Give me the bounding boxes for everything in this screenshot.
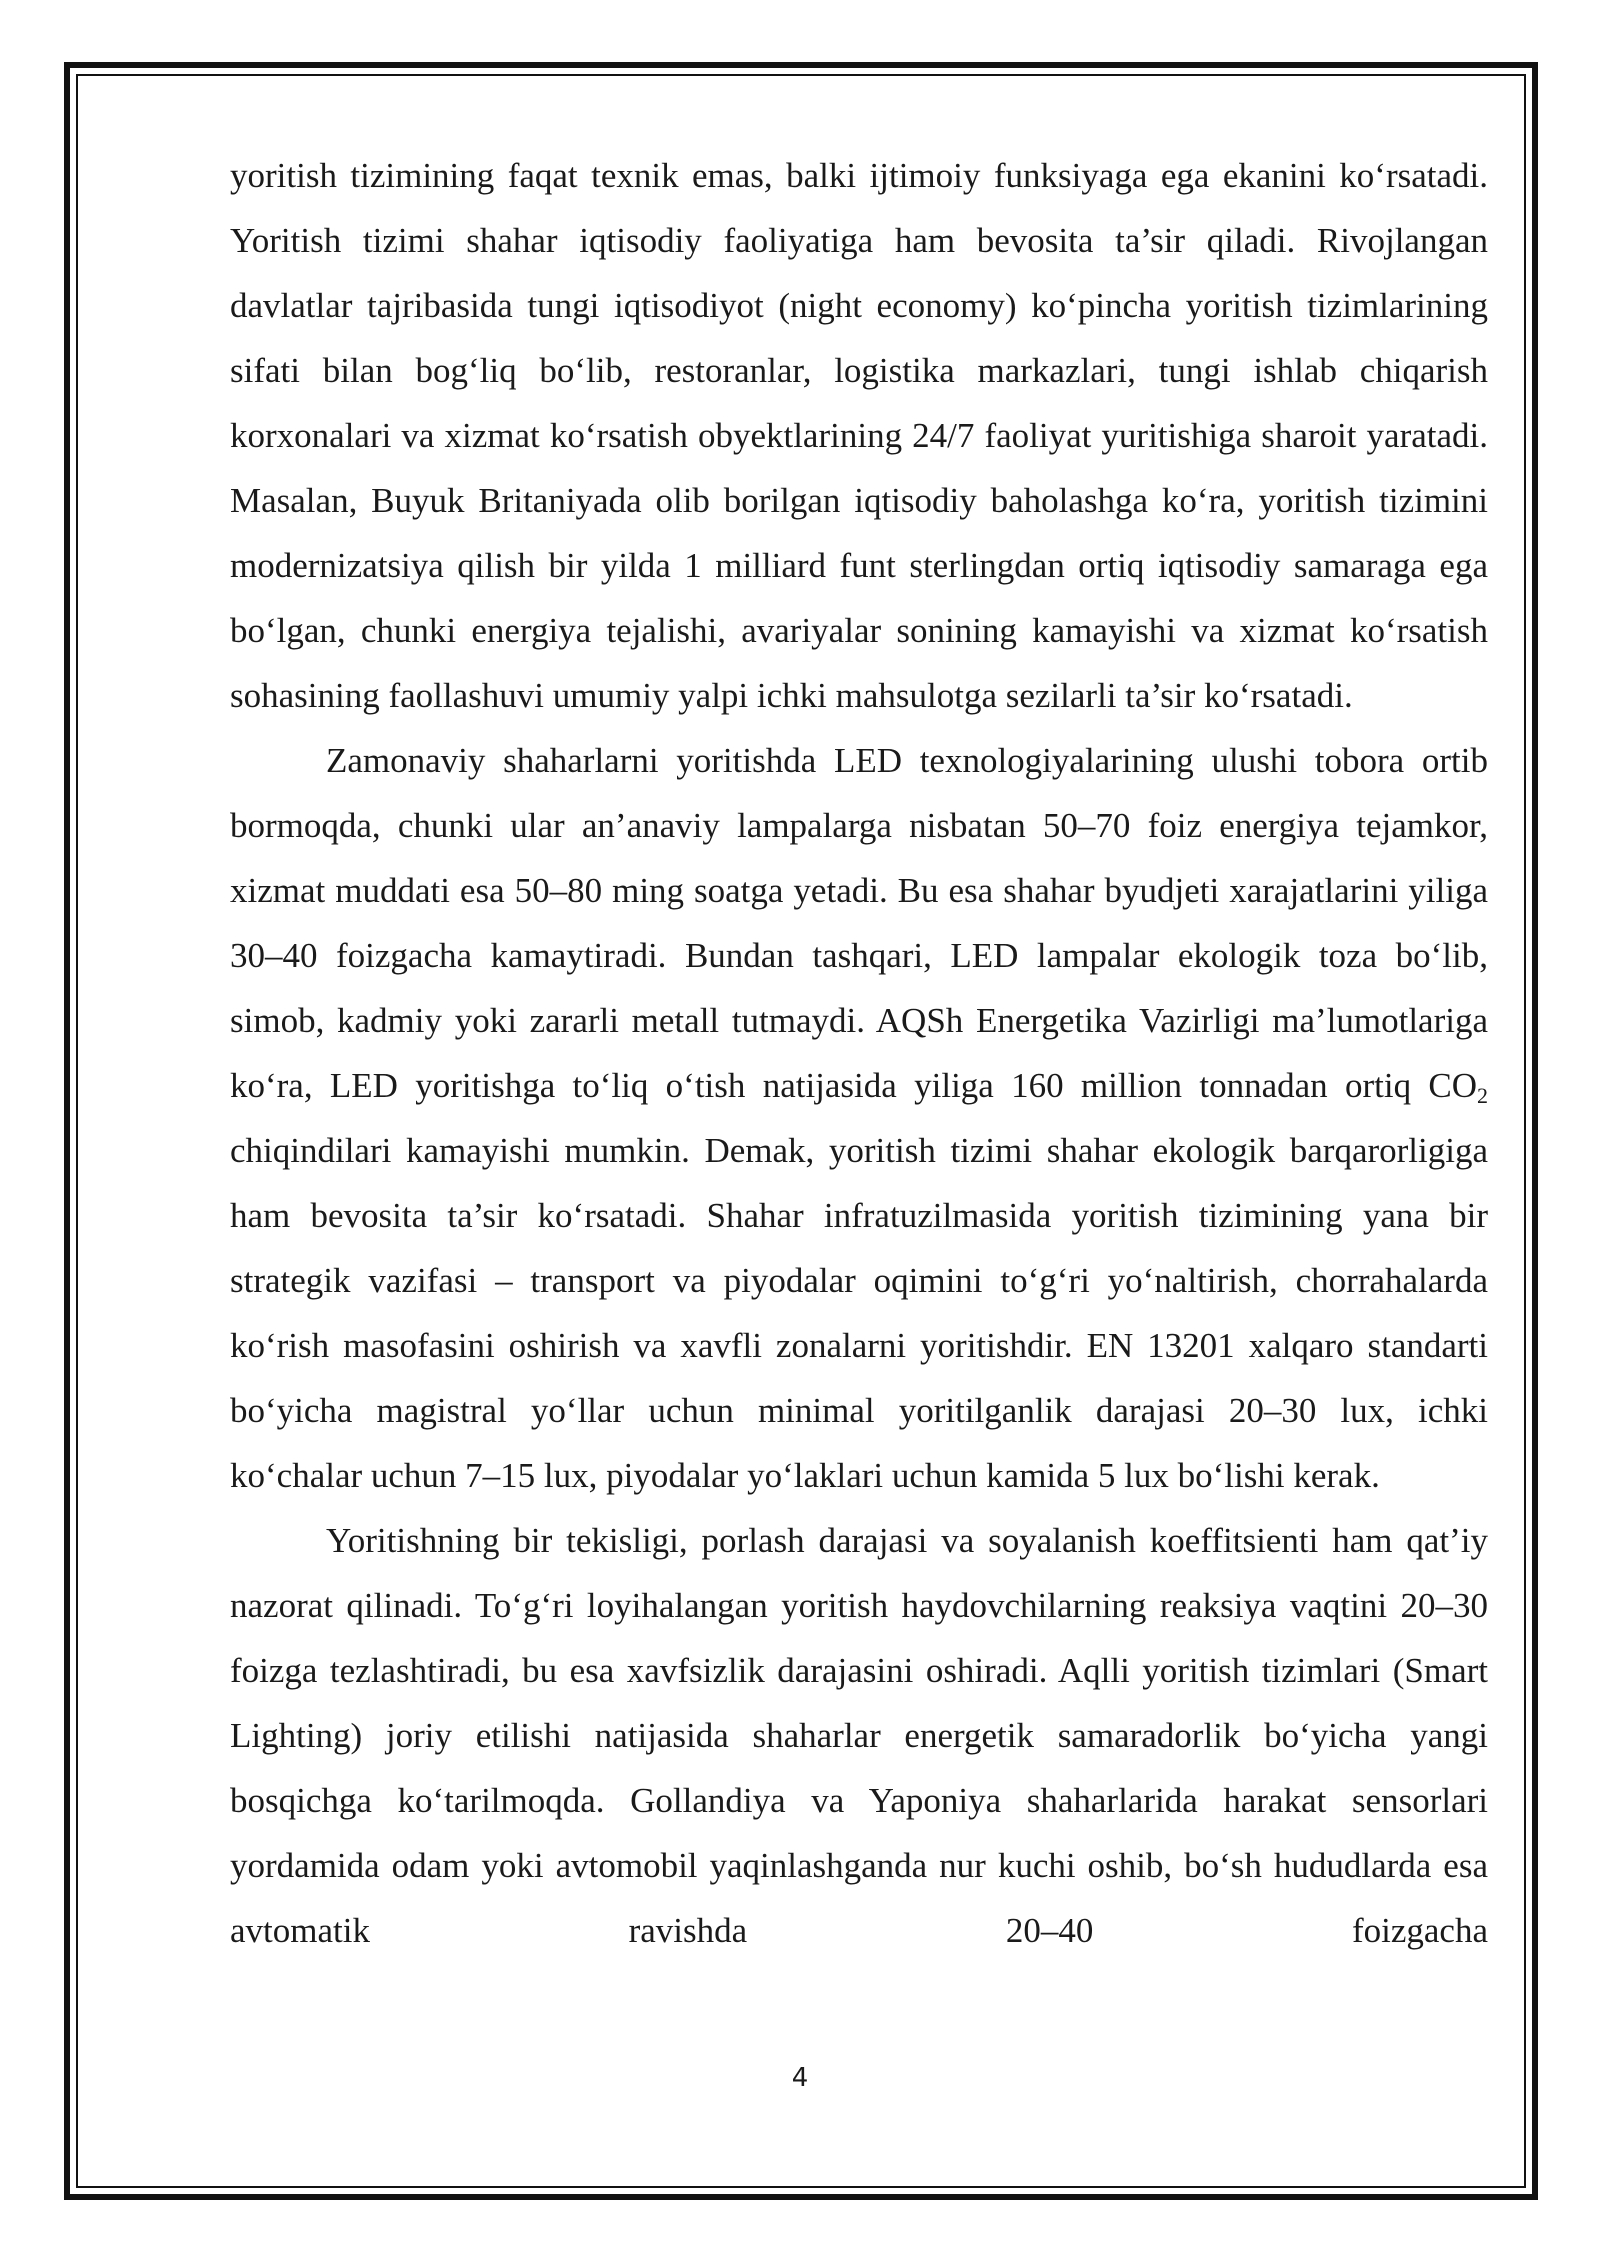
document-body — [230, 143, 1488, 1963]
page-number: 4 — [791, 2063, 809, 2093]
paragraph-1: yoritish tizimining faqat texnik emas, balki ijtimoiy funksiyaga ega ekanini ko‘rsatadi. Yoritish tizimi shahar iqtisodiy faoliyatiga ham bevosita ta’sir qiladi. Rivojlangan davlatlar tajribasida tungi iqtisodiyot (night economy) ko‘pincha yoritish tizimlarining sifati bilan bog‘liq bo‘lib, restoranlar, logistika markazlari, tungi ishlab chiqarish korxonalari va xizmat ko‘rsatish obyektlarining 24/7 faoliyat yuritishiga sharoit yaratadi. Masalan, Buyuk Britaniyada olib borilgan iqtisodiy baholashga ko‘ra, yoritish tizimini modernizatsiya qilish bir yilda 1 milliard funt sterlingdan ortiq iqtisodiy samaraga ega bo‘lgan, chunki energiya tejalishi, avariyalar sonining kamayishi va xizmat ko‘rsatish sohasining faollashuvi umumiy yalpi ichki mahsulotga sezilarli ta’sir ko‘rsatadi. — [230, 156, 1488, 715]
paragraph-2 — [230, 728, 1488, 1508]
co2-subscript: 2 — [1477, 1083, 1488, 1108]
paragraph-2-text-after-subscript: chiqindilari kamayishi mumkin. Demak, yoritish tizimi shahar ekologik barqarorligiga ham bevosita ta’sir ko‘rsatadi. Shahar infratuzilmasida yoritish tizimining yana bir strategik vazifasi – transport va piyodalar oqimini to‘g‘ri yo‘naltirish, chorrahalarda ko‘rish masofasini oshirish va xavfli zonalarni yoritishdir. EN 13201 xalqaro standarti bo‘yicha magistral yo‘llar uchun minimal yoritilganlik darajasi 20–30 lux, ichki ko‘chalar uchun 7–15 lux, piyodalar yo‘laklari uchun kamida 5 lux bo‘lishi kerak. — [230, 1131, 1488, 1495]
paragraph-3: Yoritishning bir tekisligi, porlash darajasi va soyalanish koeffitsienti ham qat’iy nazorat qilinadi. To‘g‘ri loyihalangan yoritish haydovchilarning reaksiya vaqtini 20–30 foizga tezlashtiradi, bu esa xavfsizlik darajasini oshiradi. Aqlli yoritish tizimlari (Smart Lighting) joriy etilishi natijasida shaharlar energetik samaradorlik bo‘yicha yangi bosqichga ko‘tarilmoqda. Gollandiya va Yaponiya shaharlarida harakat sensorlari yordamida odam yoki avtomobil yaqinlashganda nur kuchi oshib, bo‘sh hududlarda esa avtomatik ravishda 20–40 foizgacha — [230, 1521, 1488, 1950]
paragraph-2-text-before-subscript: Zamonaviy shaharlarni yoritishda LED texnologiyalarining ulushi tobora ortib bormoqda, chunki ular an’anaviy lampalarga nisbatan 50–70 foiz energiya tejamkor, xizmat muddati esa 50–80 ming soatga yetadi. Bu esa shahar byudjeti xarajatlarini yiliga 30–40 foizgacha kamaytiradi. Bundan tashqari, LED lampalar ekologik toza bo‘lib, simob, kadmiy yoki zararli metall tutmaydi. AQSh Energetika Vazirligi ma’lumotlariga ko‘ra, LED yoritishga to‘liq o‘tish natijasida yiliga 160 million tonnadan ortiq CO — [230, 741, 1488, 1105]
